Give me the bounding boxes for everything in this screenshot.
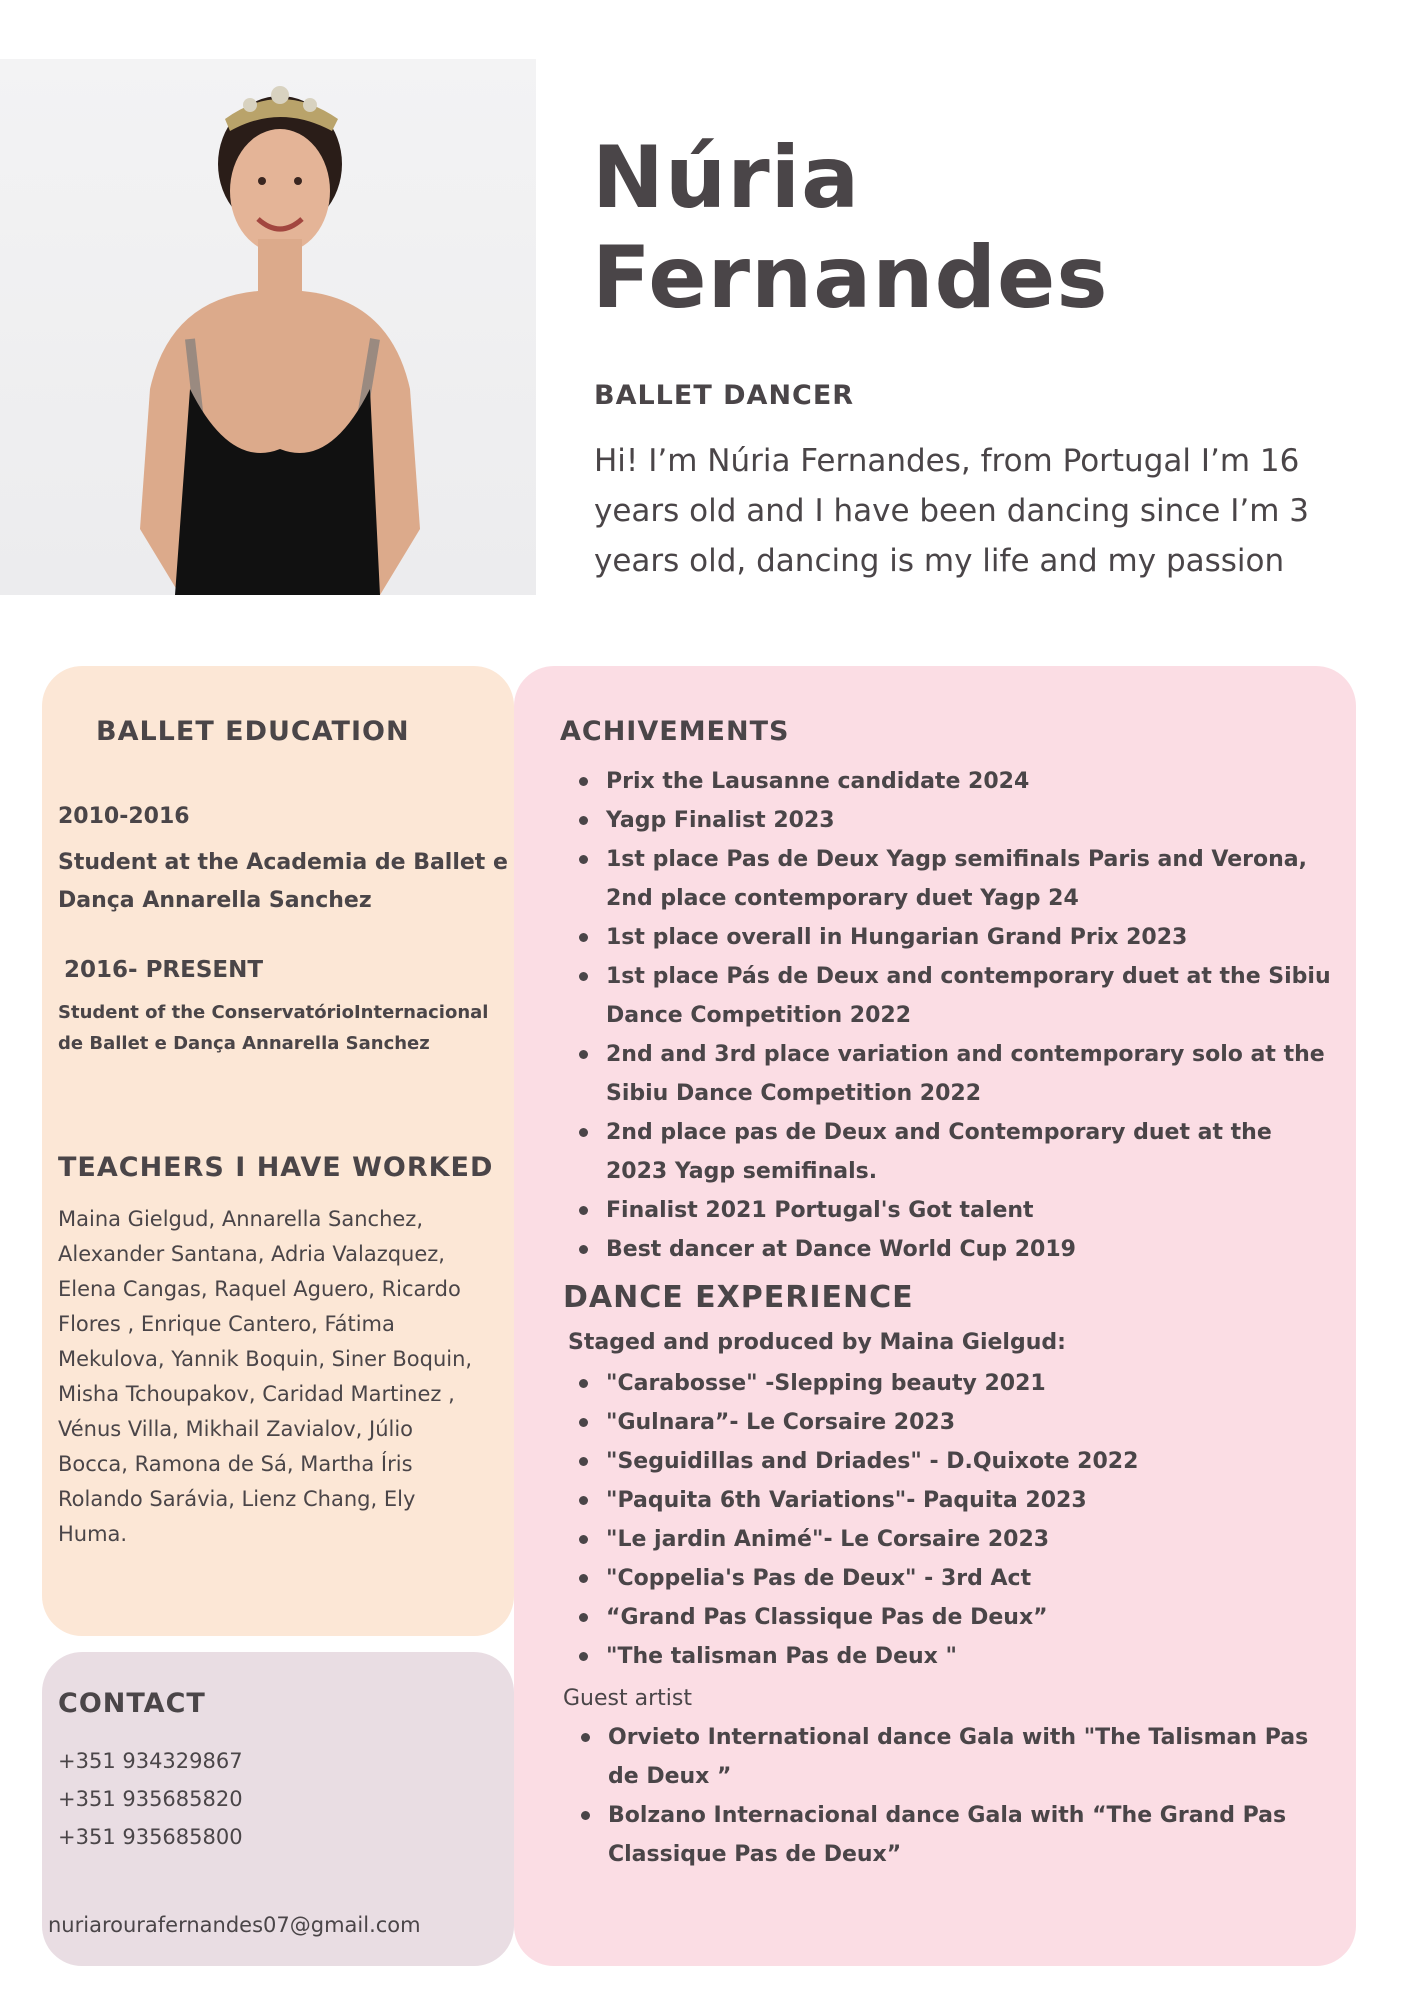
- guest-artist-list: [562, 1718, 1342, 1874]
- list-item: "Gulnara”- Le Corsaire 2023: [560, 1403, 1340, 1442]
- list-item: "Carabosse" -Slepping beauty 2021: [560, 1364, 1340, 1403]
- list-item: 1st place Pas de Deux Yagp semifinals Paris and Verona, 2nd place contemporary duet Yagp 24: [560, 840, 1340, 918]
- education-description: Student at the Academia de Ballet e Dança Annarella Sanchez: [58, 850, 508, 913]
- list-item: 2nd and 3rd place variation and contemporary solo at the Sibiu Dance Competition 2022: [560, 1035, 1340, 1113]
- contact-title: CONTACT: [58, 1688, 206, 1719]
- list-item: Orvieto International dance Gala with "The Talisman Pas de Deux ”: [562, 1718, 1342, 1796]
- education-years: 2016- PRESENT: [64, 957, 264, 983]
- education-title: BALLET EDUCATION: [96, 716, 410, 747]
- education-years: 2010-2016: [58, 804, 190, 829]
- experience-title: DANCE EXPERIENCE: [563, 1280, 914, 1315]
- first-name: Núria: [592, 128, 861, 228]
- phone-number[interactable]: +351 935685820: [58, 1787, 243, 1811]
- list-item: "Paquita 6th Variations"- Paquita 2023: [560, 1481, 1340, 1520]
- list-item: Yagp Finalist 2023: [560, 801, 1340, 840]
- list-item: 1st place Pás de Deux and contemporary duet at the Sibiu Dance Competition 2022: [560, 957, 1340, 1035]
- phone-number[interactable]: +351 935685800: [58, 1825, 243, 1849]
- last-name: Fernandes: [592, 228, 1109, 328]
- list-item: Best dancer at Dance World Cup 2019: [560, 1230, 1340, 1269]
- list-item: "The talisman Pas de Deux ": [560, 1637, 1340, 1676]
- experience-intro: Staged and produced by Maina Gielgud:: [568, 1330, 1066, 1355]
- list-item: Bolzano Internacional dance Gala with “The Grand Pas Classique Pas de Deux”: [562, 1796, 1342, 1874]
- profile-photo: [0, 59, 536, 595]
- guest-artist-label: Guest artist: [563, 1686, 692, 1711]
- teachers-title: TEACHERS I HAVE WORKED: [58, 1152, 494, 1183]
- list-item: Prix the Lausanne candidate 2024: [560, 762, 1340, 801]
- email-link[interactable]: nuriarourafernandes07@gmail.com: [48, 1913, 421, 1937]
- phone-list: [58, 1742, 243, 1856]
- role-title: BALLET DANCER: [594, 380, 855, 411]
- achievements-list: [560, 762, 1340, 1269]
- dancer-portrait: [0, 59, 536, 595]
- full-name: [592, 128, 1109, 328]
- list-item: 2nd place pas de Deux and Contemporary duet at the 2023 Yagp semifinals.: [560, 1113, 1340, 1191]
- list-item: "Seguidillas and Driades" - D.Quixote 2022: [560, 1442, 1340, 1481]
- list-item: "Coppelia's Pas de Deux" - 3rd Act: [560, 1559, 1340, 1598]
- phone-number[interactable]: +351 934329867: [58, 1749, 243, 1773]
- list-item: “Grand Pas Classique Pas de Deux”: [560, 1598, 1340, 1637]
- experience-list: [560, 1364, 1340, 1676]
- list-item: Finalist 2021 Portugal's Got talent: [560, 1191, 1340, 1230]
- teachers-list: Maina Gielgud, Annarella Sanchez, Alexander Santana, Adria Valazquez, Elena Cangas, Raquel Aguero, Ricardo Flores , Enrique Cantero, Fátima Mekulova, Yannik Boquin, Siner Boquin, Misha Tchoupakov, Caridad Martinez , Vénus Villa, Mikhail Zavialov, Júlio Bocca, Ramona de Sá, Martha Íris Rolando Sarávia, Lienz Chang, Ely Huma.: [58, 1207, 473, 1546]
- list-item: 1st place overall in Hungarian Grand Prix 2023: [560, 918, 1340, 957]
- list-item: "Le jardin Animé"- Le Corsaire 2023: [560, 1520, 1340, 1559]
- education-description: Student of the ConservatórioInternacional de Ballet e Dança Annarella Sanchez: [58, 1002, 489, 1054]
- intro-text: Hi! I’m Núria Fernandes, from Portugal I’m 16 years old and I have been dancing since I’m 3 years old, dancing is my life and my passion: [594, 443, 1309, 579]
- achievements-title: ACHIVEMENTS: [560, 716, 790, 747]
